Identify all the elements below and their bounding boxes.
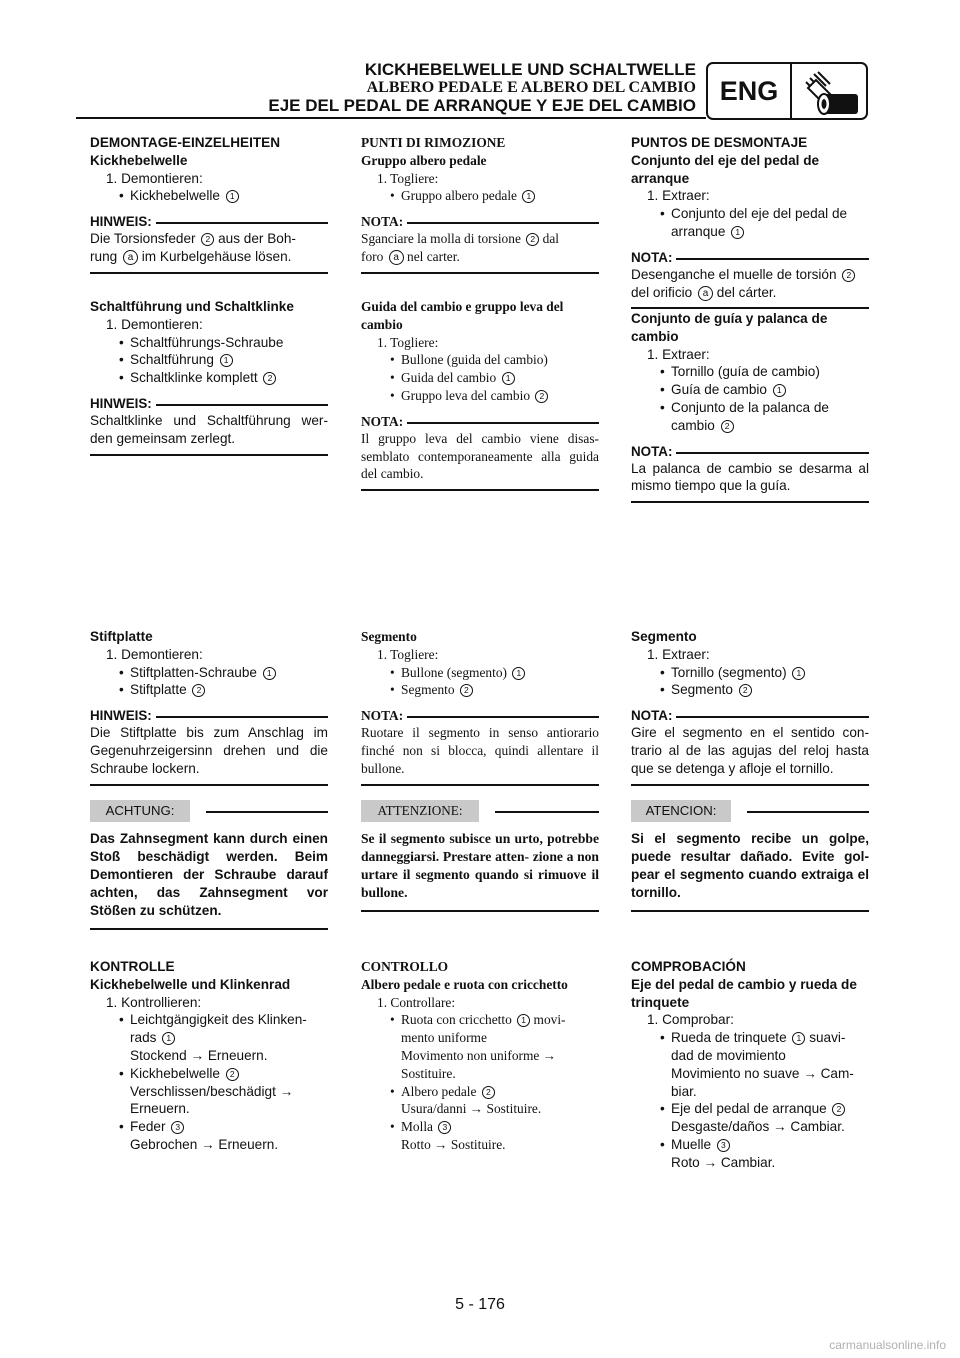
de-s4-bullet-1: • Leichtgängigkeit des Klinken-	[90, 1011, 328, 1029]
de-s2-note: Schaltklinke und Schaltführung wer- den gemeinsam zerlegt.	[90, 412, 328, 446]
header-rule	[76, 117, 706, 119]
es-s1-subheading: Conjunto del eje del pedal de arranque	[631, 152, 820, 186]
it-s1-heading: PUNTI DI RIMOZIONE	[361, 135, 506, 150]
de-s4-bullet-3: • Feder 3	[90, 1118, 328, 1136]
de-caution-text: Das Zahnsegment kann durch einen Stoß beschädigt werden. Beim Demontieren der Schraube darauf achten, das Zahnsegment vor Stößen zu schützen.	[90, 831, 328, 918]
it-s3-note: Ruotare il segmento in senso antiorario finché non si blocca, quindi allentare il bullone.	[361, 725, 599, 776]
es-caution-label: ATENCION:	[631, 800, 731, 822]
watermark[interactable]: carmanualsonline.info	[829, 1338, 946, 1352]
es-s2-bullet-1: • Tornillo (guía de cambio)	[631, 363, 869, 381]
de-s3-note-end	[90, 784, 328, 786]
es-s1-note-head: NOTA:	[631, 249, 869, 266]
badge-label: ENG	[708, 64, 792, 118]
es-s2-step: 1. Extraer:	[647, 346, 710, 362]
es-s3-bullet-1: • Tornillo (segmento) 1	[631, 664, 869, 682]
es-caution-box	[631, 800, 869, 912]
de-s3-bullet-1: • Stiftplatten-Schraube 1	[90, 664, 328, 682]
es-s4-bullet-2: • Eje del pedal de arranque 2	[631, 1100, 869, 1118]
es-s3-step: 1. Extraer:	[647, 646, 710, 662]
it-s2-bullet-3: • Gruppo leva del cambio 2	[361, 387, 599, 405]
de-s3-note: Die Stiftplatte bis zum Anschlag im Gegenuhrzeigersinn drehen und die Schraube lockern.	[90, 725, 328, 776]
page-header	[180, 60, 696, 115]
it-s1-subheading: Gruppo albero pedale	[361, 152, 487, 168]
it-s2-note-end	[361, 489, 599, 491]
de-section-removal	[90, 134, 328, 274]
it-s3-bullet-1: • Bullone (segmento) 1	[361, 664, 599, 682]
de-s2-heading: Schaltführung und Schaltklinke	[90, 299, 294, 314]
it-caution-text: Se il segmento subisce un urto, potrebbe danneggiarsi. Prestare atten- zione a non urtare il segmento quando si rimuove il bullone.	[361, 831, 599, 900]
de-s2-note-end	[90, 454, 328, 456]
it-s3-note-head: NOTA:	[361, 707, 599, 724]
de-caution-label: ACHTUNG:	[90, 800, 190, 822]
de-s3-note-head: HINWEIS:	[90, 707, 328, 724]
it-section-segment	[361, 628, 599, 786]
it-section-inspection: CONTROLLO Albero pedale e ruota con cricchetto 1. Controllare: • Ruota con cricchetto 1 movi- mento uniforme Movimento non uniforme → Sostituire. • Albero pedale 2 Usura/danni → Sostituire. • Molla 3 Rotto → Sostituire.	[361, 958, 599, 1154]
es-s4-heading: COMPROBACIÓN	[631, 959, 746, 974]
de-s3-step: 1. Demontieren:	[106, 646, 203, 662]
it-s2-note: Il gruppo leva del cambio viene disas- semblato contemporaneamente alla guida del cambio.	[361, 430, 599, 482]
de-s2-bullet-3: • Schaltklinke komplett 2	[90, 369, 328, 387]
es-s1-note: Desenganche el muelle de torsión 2 del orificio a del cárter.	[631, 266, 869, 302]
de-caution-box	[90, 800, 328, 930]
it-s4-bullet-2: • Albero pedale 2	[361, 1083, 599, 1101]
es-s3-note-end	[631, 784, 869, 786]
it-s1-note: Sganciare la molla di torsione 2 dal foro a nel carter.	[361, 231, 559, 264]
de-section-pin-plate	[90, 628, 328, 786]
de-s4-heading: KONTROLLE	[90, 959, 175, 974]
es-s3-note-head: NOTA:	[631, 707, 869, 724]
es-section-segment	[631, 628, 869, 786]
es-s2-note-end	[631, 501, 869, 503]
it-s4-bullet-3: • Molla 3	[361, 1118, 599, 1136]
es-s3-heading: Segmento	[631, 629, 697, 644]
es-s4-subheading: Eje del pedal de cambio y rueda de trinquete	[631, 976, 857, 1010]
de-s2-bullet-2: • Schaltführung 1	[90, 351, 328, 369]
it-s1-step: 1. Togliere:	[377, 170, 439, 186]
es-s4-step: 1. Comprobar:	[647, 1012, 734, 1028]
it-s2-bullet-2: • Guida del cambio 1	[361, 369, 599, 387]
it-s2-note-head: NOTA:	[361, 413, 599, 430]
de-s1-subheading: Kickhebelwelle	[90, 152, 188, 168]
it-s2-step: 1. Togliere:	[377, 334, 439, 350]
de-s4-subheading: Kickhebelwelle und Klinkenrad	[90, 976, 291, 992]
it-caution-label: ATTENZIONE:	[361, 800, 479, 822]
it-s3-heading: Segmento	[361, 629, 417, 644]
de-s3-bullet-2: • Stiftplatte 2	[90, 681, 328, 699]
it-section-removal	[361, 134, 599, 274]
de-section-inspection: KONTROLLE Kickhebelwelle und Klinkenrad 1. Kontrollieren: • Leichtgängigkeit des Klinken- rads 1 Stockend → Erneuern. • Kickhebelwelle 2 Verschlissen/beschädigt → Erneuern. • Feder 3 Gebrochen → Erneuern.	[90, 958, 328, 1154]
section-badge	[706, 62, 868, 120]
de-s2-bullet-1: • Schaltführungs-Schraube	[90, 334, 328, 352]
es-s2-note-head: NOTA:	[631, 443, 869, 460]
es-s4-bullet-1: • Rueda de trinquete 1 suavi-	[631, 1029, 869, 1047]
it-section-shift-guide	[361, 298, 599, 491]
es-s4-bullet-3: • Muelle 3	[631, 1136, 869, 1154]
es-s2-bullet-3: • Conjunto de la palanca de	[631, 399, 869, 417]
de-s1-heading: DEMONTAGE-EINZELHEITEN	[90, 135, 281, 150]
engine-gear-icon	[796, 68, 864, 118]
de-s3-heading: Stiftplatte	[90, 629, 153, 644]
it-s2-bullet-1: • Bullone (guida del cambio)	[361, 351, 599, 369]
de-s1-note-end	[90, 272, 328, 274]
it-caution-box	[361, 800, 599, 912]
title-es: EJE DEL PEDAL DE ARRANQUE Y EJE DEL CAMBIO	[268, 96, 696, 115]
it-s3-bullet-2: • Segmento 2	[361, 681, 599, 699]
es-s3-bullet-2: • Segmento 2	[631, 681, 869, 699]
es-s2-note: La palanca de cambio se desarma al mismo tiempo que la guía.	[631, 460, 869, 494]
it-s4-bullet-1: • Ruota con cricchetto 1 movi-	[361, 1011, 599, 1029]
es-section-shift-guide: Conjunto de guía y palanca de cambio 1. Extraer: • Tornillo (guía de cambio) • Guía de cambio 1 • Conjunto de la palanca de cambio 2 NOTA: La palanca de cambio se desarma al mismo tiempo que la guía.	[631, 310, 869, 503]
it-s1-note-end	[361, 272, 599, 274]
page-number: 5 - 176	[455, 1296, 505, 1313]
it-s3-note-end	[361, 784, 599, 786]
de-s1-step: 1. Demontieren:	[106, 170, 203, 186]
es-section-inspection: COMPROBACIÓN Eje del pedal de cambio y rueda de trinquete 1. Comprobar: • Rueda de trinquete 1 suavi- dad de movimiento Movimiento no suave → Cam- biar. • Eje del pedal de arranque 2 Desgaste/daños → Cambiar. • Muelle 3 Roto → Cambiar.	[631, 958, 869, 1172]
de-s2-note-head: HINWEIS:	[90, 395, 328, 412]
de-section-shift-guide	[90, 298, 328, 456]
es-s2-bullet-2: • Guía de cambio 1	[631, 381, 869, 399]
de-s1-note-head: HINWEIS:	[90, 213, 328, 230]
it-s4-heading: CONTROLLO	[361, 959, 449, 974]
it-s1-note-head: NOTA:	[361, 213, 599, 230]
es-s1-heading: PUNTOS DE DESMONTAJE	[631, 135, 808, 150]
es-caution-text: Si el segmento recibe un golpe, puede resultar dañado. Evite gol- pear el segmento cuando extraiga el tornillo.	[631, 831, 869, 900]
de-s1-bullet: • Kickhebelwelle 1	[90, 187, 328, 205]
it-s4-step: 1. Controllare:	[377, 994, 456, 1010]
es-section-removal: PUNTOS DE DESMONTAJE Conjunto del eje del pedal de arranque 1. Extraer: • Conjunto del eje del pedal de arranque 1 NOTA: Desenganche el muelle de torsión 2 del orificio a del cárter.	[631, 134, 869, 309]
de-s4-step: 1. Kontrollieren:	[106, 994, 202, 1010]
it-s1-bullet: • Gruppo albero pedale 1	[361, 187, 599, 205]
it-s4-subheading: Albero pedale e ruota con cricchetto	[361, 976, 568, 992]
de-s2-step: 1. Demontieren:	[106, 316, 203, 332]
es-s1-step: 1. Extraer:	[647, 188, 710, 204]
it-s2-heading: Guida del cambio e gruppo leva del cambio	[361, 299, 564, 332]
title-de: KICKHEBELWELLE UND SCHALTWELLE	[364, 60, 696, 79]
es-s2-heading: Conjunto de guía y palanca de cambio	[631, 311, 828, 344]
it-s3-step: 1. Togliere:	[377, 646, 439, 662]
es-s3-note: Gire el segmento en el sentido con- trario al de las agujas del reloj hasta que se detenga y afloje el tornillo.	[631, 725, 869, 776]
de-s4-bullet-2: • Kickhebelwelle 2	[90, 1065, 328, 1083]
de-s1-note: Die Torsionsfeder 2 aus der Boh- rung a im Kurbelgehäuse lösen.	[90, 231, 296, 264]
es-s1-bullet: • Conjunto del eje del pedal de	[631, 205, 869, 223]
title-it: ALBERO PEDALE E ALBERO DEL CAMBIO	[366, 79, 696, 96]
